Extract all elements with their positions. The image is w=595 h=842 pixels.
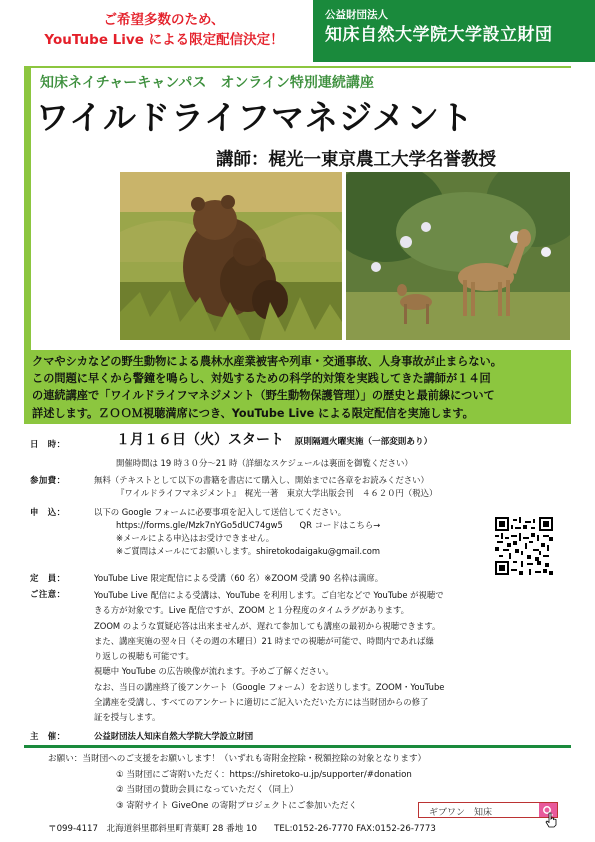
footer-divider [24,745,571,748]
intro-line: クマやシカなどの野生動物による農林水産業被害や列車・交通事故、人身事故が止まらない。 [32,355,502,368]
announcement [14,10,314,50]
organization-banner [313,0,595,62]
fee-label: 参加費： [30,475,66,485]
organization-name: 知床自然大学院大学設立財団 [325,25,553,45]
time-line: 開催時間は 19 時３０分～21 時（詳細なスケジュールは裏面を御覧ください） [116,458,413,468]
intro-line: の連続講座で「ワイルドライフマネジメント（野生動物保護管理）」の歴史と最前線について [32,389,495,403]
sika-deer-photo [346,172,570,340]
hand-cursor-icon [545,812,557,828]
notice-line: なお、当日の講座終了後アンケート（Google フォーム）をお送りします。ZOOM・YouTube [94,681,445,692]
intro-line: この問題に早くから警鐘を鳴らし、対処するための科学的対策を実践してきた講師が１４回 [32,372,491,386]
date-label: 日 時： [30,439,66,449]
announcement-line2: YouTube Live による限定配信決定！ [44,32,284,48]
giveone-search-box[interactable] [418,802,558,818]
notice-line: 証を授与します。 [94,712,161,723]
event-title: ワイルドライフマネジメント [36,98,475,137]
capacity-label: 定 員： [30,573,66,583]
event-subtitle: 知床ネイチャーキャンパス オンライン特別連続講座 [40,75,374,91]
search-text: ギブワン 知床 [429,808,493,818]
notice-line: り返しの視聴も可能です。 [94,651,194,662]
apply-line: 以下の Google フォームに必要事項を記入して送信してください。 [94,507,347,517]
date-note: 原則隔週火曜実施（一部変則あり） [294,437,433,447]
form-link[interactable]: https://forms.gle/Mzk7nYGo5dUC74gw5 QR コードはこちら→ [116,520,381,531]
notice-label: ご注意： [30,589,66,599]
organization-type: 公益財団法人 [325,9,388,21]
support-request-line: お願い：当財団へのご支援をお願いします！（いずれも寄附金控除・税額控除の対象となります） [48,754,427,764]
giveone-line: ③ 寄附サイト GiveOne の寄附プロジェクトにご参加いただく [116,800,358,811]
apply-line: ※メールによる申込はお受けできません。 [116,533,275,544]
contact-address: 〒099-4117 北海道斜里郡斜里町青葉町 28 番地 10 TEL:0152-26-7770 FAX:0152-26-7773 [48,824,436,834]
apply-label: 申 込： [30,507,66,517]
capacity-line: YouTube Live 限定配信による受講（60 名）※ZOOM 受講 90 名枠は満席。 [94,573,384,583]
notice-line: ZOOM のような質疑応答は出来ませんが、遅れて参加しても講座の最初から視聴できます。 [94,620,441,631]
support-request [48,752,426,814]
header-divider [24,66,571,68]
host-label: 主 催： [30,731,66,741]
qr-code[interactable] [495,517,553,575]
intro-panel [24,350,571,424]
notice-line: また、講座実施の翌々日（その週の木曜日）21 時までの視聴が可能で、時間内であれば繰 [94,635,434,646]
notice-line: きる方が対象です。Live 配信ですが、ZOOM と１分程度のタイムラグがあります。 [94,605,410,616]
lecturer-name: 講師：梶光一東京農工大学名誉教授 [216,150,496,170]
date-main: １月１６日（火）スタート [116,432,284,448]
notice-line: 全講座を受講し、すべてのアンケートに適切にご記入いただいた方には当財団からの修了 [94,697,429,708]
left-accent-bar [24,68,31,350]
intro-line: 詳述します。ＺＯＯＭ視聴満席につき、YouTube Live による限定配信を実施します。 [32,406,474,420]
notice-line: YouTube Live 配信による受講は、YouTube を利用します。ご自宅などで YouTube が視聴で [94,590,444,600]
announcement-line1: ご希望多数のため、 [103,12,225,28]
bear-photo-icon [120,172,342,340]
deer-photo-icon [346,172,570,340]
fee-line: 『ワイルドライフマネジメント』 梶光一著 東京大学出版会刊 ４６２０円（税込） [116,488,438,499]
donation-link[interactable]: ① 当財団にご寄附いただく：https://shiretoko-u.jp/supporter/#donation [116,769,412,780]
brown-bear-photo [120,172,342,340]
contact-email[interactable]: ※ご質問はメールにてお願いします。shiretokodaigaku@gmail.com [116,546,380,557]
notice-line: 視聴中 YouTube の広告映像が流れます。予めご了解ください。 [94,666,334,677]
support-member-line: ② 当財団の賛助会員になっていただく（同上） [116,785,299,796]
host-line: 公益財団法人知床自然大学院大学設立財団 [94,731,254,741]
qr-code-icon [495,517,553,575]
fee-line: 無料（テキストとして以下の書籍を書店にて購入し、開始までに各章をお読みください） [94,475,429,485]
